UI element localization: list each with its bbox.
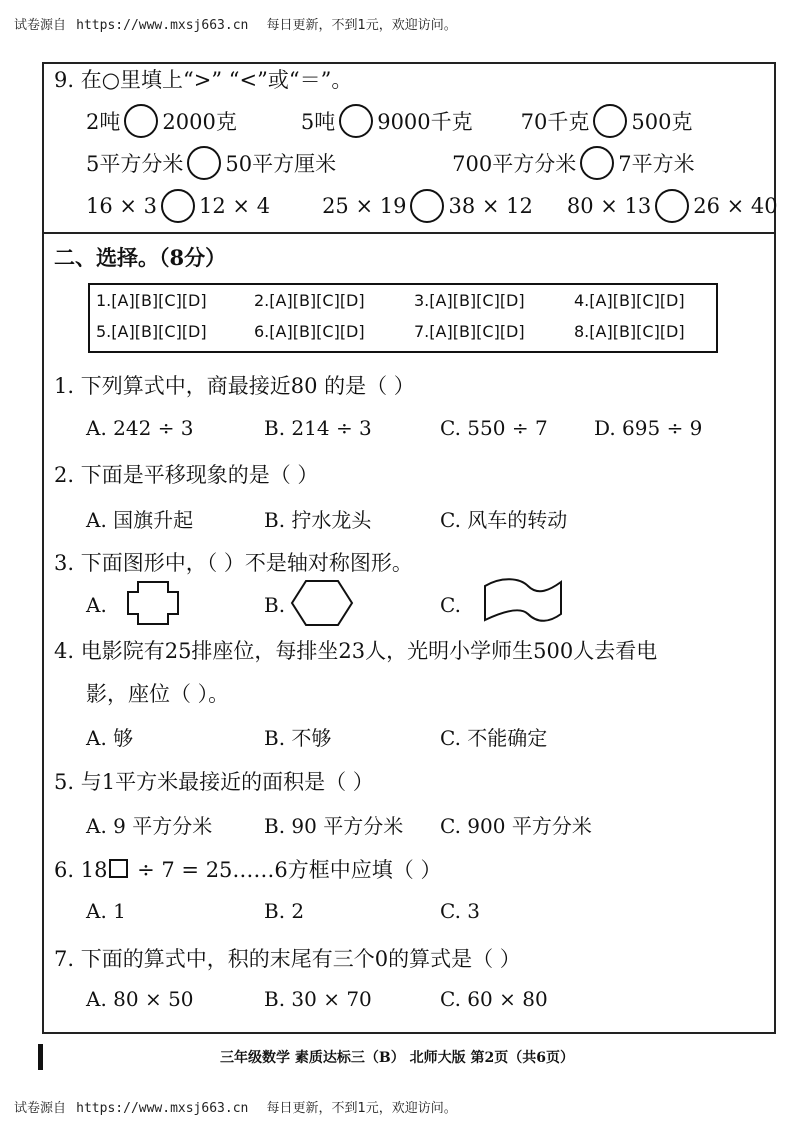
option-a[interactable]: A. 242 ÷ 3 [86,416,194,440]
question-stem: 1. 下列算式中，商最接近80 的是（ ） [54,374,415,398]
cross-shape-icon [126,580,180,626]
option-b[interactable]: B. 拧水龙头 [264,508,372,532]
option-a[interactable]: A. 够 [86,726,134,750]
page-footer: 三年级数学 素质达标三（B） 北师大版 第2页（共6页） [220,1050,574,1066]
watermark-bottom [14,1097,457,1116]
answer-circle[interactable] [580,146,614,180]
option-c[interactable]: C. 900 平方分米 [440,814,592,838]
option-c[interactable]: C. 3 [440,899,481,923]
question-stem: 3. 下面图形中，（ ）不是轴对称图形。 [54,551,413,575]
option-d[interactable]: D. 695 ÷ 9 [594,416,703,440]
q9-item: 16 × 3 [86,194,158,218]
answer-circle[interactable] [593,104,627,138]
q9-row1 [86,104,692,138]
option-b[interactable]: B. 90 平方分米 [264,814,404,838]
option-b[interactable]: B. 30 × 70 [264,987,372,1011]
section-title: 二、选择。（8分） [54,245,227,270]
q9-item: 500克 [631,110,693,134]
question-stem: 2. 下面是平移现象的是（ ） [54,463,319,487]
q9-item: 2000克 [162,110,237,134]
watermark-url[interactable]: https://www.mxsj663.cn [76,1101,249,1116]
answer-slot[interactable]: 4.[A][B][C][D] [574,291,685,310]
q9-item: 50平方厘米 [225,152,337,176]
q9-item: 2吨 [86,110,121,134]
q9-item: 70千克 [520,110,590,134]
q9-row3 [86,189,778,223]
answer-slot[interactable]: 6.[A][B][C][D] [254,322,365,341]
answer-circle[interactable] [161,189,195,223]
wave-flag-icon [482,574,564,626]
option-a[interactable]: A. [86,593,107,617]
watermark-prefix: 试卷源自 [14,1101,67,1116]
option-a[interactable]: A. 9 平方分米 [86,814,213,838]
question-stem: 7. 下面的算式中，积的末尾有三个0的算式是（ ） [54,947,521,971]
stem-part: ÷ 7 = 25……6方框中应填（ ） [130,858,442,882]
question-stem-cont: 影，座位（ ）。 [86,682,230,706]
q9-row2 [86,146,695,180]
q9-item: 25 × 19 [322,194,407,218]
option-a[interactable]: A. 1 [86,899,126,923]
option-b[interactable]: B. 214 ÷ 3 [264,416,372,440]
watermark-note: 每日更新，不到1元，欢迎访问。 [266,18,457,33]
answer-circle[interactable] [655,189,689,223]
question-stem: 5. 与1平方米最接近的面积是（ ） [54,770,374,794]
answer-circle[interactable] [410,189,444,223]
option-a[interactable]: A. 国旗升起 [86,508,194,532]
option-c[interactable]: C. [440,593,461,617]
watermark-url[interactable]: https://www.mxsj663.cn [76,18,249,33]
q9-title: 9. 在○里填上“>” “<”或“＝”。 [54,68,353,92]
option-c[interactable]: C. 不能确定 [440,726,548,750]
answer-circle[interactable] [339,104,373,138]
stem-part: 6. 18 [54,858,108,882]
answer-slot[interactable]: 7.[A][B][C][D] [414,322,525,341]
option-c[interactable]: C. 550 ÷ 7 [440,416,548,440]
q9-item: 7平方米 [618,152,695,176]
q9-item: 80 × 13 [566,194,652,218]
q9-item: 12 × 4 [199,194,271,218]
answer-slot[interactable]: 8.[A][B][C][D] [574,322,685,341]
answer-slot[interactable]: 3.[A][B][C][D] [414,291,525,310]
blank-square-icon[interactable] [109,859,128,878]
watermark-top [14,14,457,33]
answer-slot[interactable]: 5.[A][B][C][D] [96,322,207,341]
answer-slot[interactable]: 2.[A][B][C][D] [254,291,365,310]
option-c[interactable]: C. 风车的转动 [440,508,568,532]
option-b[interactable]: B. 不够 [264,726,332,750]
answer-circle[interactable] [124,104,158,138]
section-divider [42,232,774,234]
option-c[interactable]: C. 60 × 80 [440,987,548,1011]
q9-item: 38 × 12 [448,194,533,218]
watermark-prefix: 试卷源自 [14,18,67,33]
question-stem: 4. 电影院有25排座位，每排坐23人，光明小学师生500人去看电 [54,639,658,663]
option-b[interactable]: B. [264,593,286,617]
q9-item: 5平方分米 [86,152,184,176]
option-b[interactable]: B. 2 [264,899,305,923]
q9-item: 9000千克 [377,110,473,134]
page-bottom-rule [42,1032,774,1034]
q9-item: 5吨 [300,110,336,134]
q9-item: 700平方分米 [452,152,577,176]
option-a[interactable]: A. 80 × 50 [86,987,194,1011]
question-stem [54,854,441,884]
answer-circle[interactable] [187,146,221,180]
answer-slot[interactable]: 1.[A][B][C][D] [96,291,207,310]
hexagon-icon [290,579,354,627]
watermark-note: 每日更新，不到1元，欢迎访问。 [266,1101,457,1116]
q9-item: 26 × 40 [693,194,778,218]
